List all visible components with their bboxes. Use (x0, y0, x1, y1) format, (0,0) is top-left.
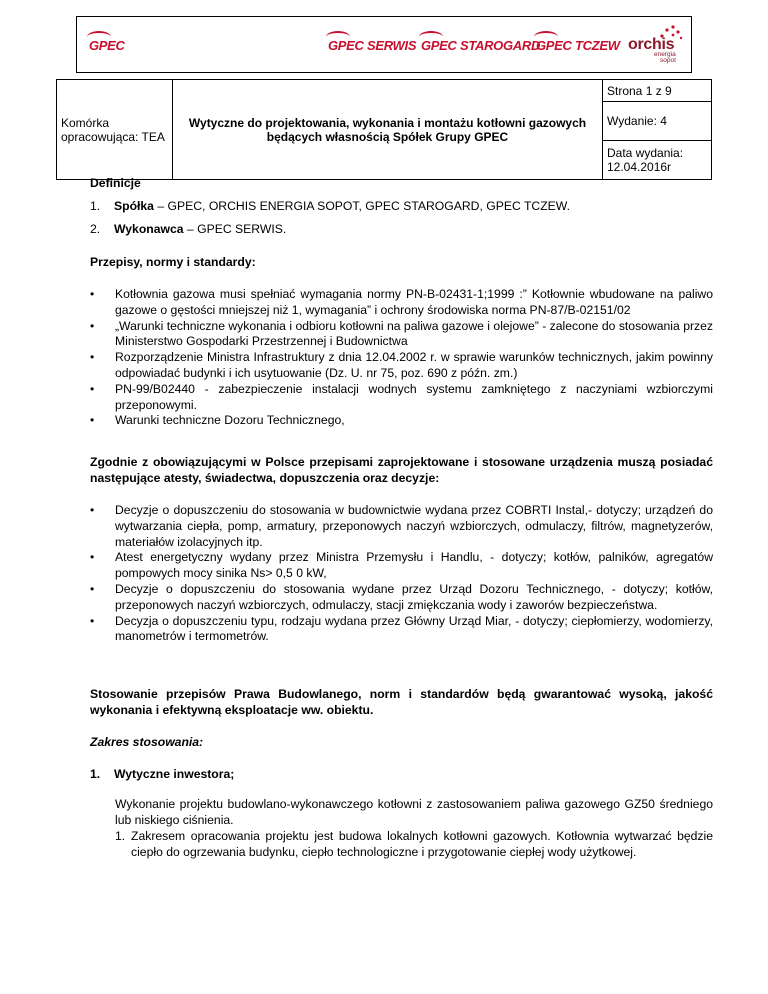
gpec-starogard-logo: GPEC STAROGARD (421, 38, 540, 53)
list-item: • Kotłownia gazowa musi spełniać wymagania normy PN-B-02431-1;1999 :” Kotłownie wbudowane na paliwo gazowe o gęstości mniejszej niż 1, wymagania” i ochrony środowiska norma PN-87/B-02151/02 (90, 287, 713, 319)
definition-item: 2. Wykonawca – GPEC SERWIS. (90, 222, 287, 236)
document-title: Wytyczne do projektowania, wykonania i montażu kotłowni gazowych będących własnością Spółek Grupy GPEC (173, 80, 603, 180)
issue-date: Data wydania: 12.04.2016r (603, 141, 712, 180)
section-heading: 1. Wytyczne inwestora; (90, 767, 235, 781)
list-item: • „Warunki techniczne wykonania i odbioru kotłowni na paliwa gazowe i olejowe” - zalecone do stosowania przez Ministerstwo Gospodarki Przestrzennej i Budownictwa (90, 319, 713, 351)
gpec-tczew-logo: GPEC TCZEW (536, 38, 620, 53)
logo-header (76, 16, 692, 73)
list-item: • Decyzja o dopuszczeniu typu, rodzaju wydana przez Główny Urząd Miar, - dotyczy; ciepłomierzy, wodomierzy, manometrów i termometrów. (90, 614, 713, 646)
list-item: • PN-99/B02440 - zabezpieczenie instalacji wodnych systemu zamkniętego z naczyniami wzbiorczymi przeponowymi. (90, 382, 713, 414)
list-item: • Decyzje o dopuszczeniu do stosowania w budownictwie wydana przez COBRTI Instal,- dotyczy; urządzeń do wytwarzania ciepła, pomp, armatury, przeponowych naczyń wzbiorczych, odmulaczy, filtrów, magnetyzerów, materiałów izolacyjnych itp. (90, 503, 713, 550)
page-number: Strona 1 z 9 (603, 80, 712, 102)
definition-item: 1. Spółka – GPEC, ORCHIS ENERGIA SOPOT, GPEC STAROGARD, GPEC TCZEW. (90, 199, 570, 213)
gpec-serwis-logo: GPEC SERWIS (328, 38, 416, 53)
department-cell: Komórka opracowująca: TEA (57, 80, 173, 180)
attestations-list (90, 503, 713, 645)
orchis-wordmark: orchis (628, 36, 675, 53)
list-item: • Atest energetyczny wydany przez Ministra Przemysłu i Handlu, - dotyczy; kotłów, palników, agregatów pompowych mocy sinika Ns> 0,5 0 kW, (90, 550, 713, 582)
gpec-logo: GPEC (89, 38, 125, 53)
document-header-table (56, 79, 712, 180)
summary-paragraph: Stosowanie przepisów Prawa Budowlanego, norm i standardów będą gwarantować wysoką, jakość wykonania i efektywną eksploatacje ww. obiektu. (90, 687, 713, 717)
standards-heading: Przepisy, normy i standardy: (90, 255, 256, 269)
scope-paragraph: Wykonanie projektu budowlano-wykonawczego kotłowni z zastosowaniem paliwa gazowego GZ50 średniego lub niskiego ciśnienia. (115, 797, 713, 827)
standards-list (90, 287, 713, 429)
attestations-heading: Zgodnie z obowiązującymi w Polsce przepisami zaprojektowane i stosowane urządzenia muszą posiadać następujące atesty, świadectwa, dopuszczenia oraz decyzje: (90, 455, 713, 485)
orchis-sub: energia sopot (654, 51, 676, 64)
list-item: • Rozporządzenie Ministra Infrastruktury z dnia 12.04.2002 r. w sprawie warunków technicznych, jakim powinny odpowiadać budynki i ich usytuowanie (Dz. U. nr 75, poz. 690 z późn. zm.) (90, 350, 713, 382)
scope-heading: Zakres stosowania: (90, 735, 204, 749)
scope-subitem: 1. Zakresem opracowania projektu jest budowa lokalnych kotłowni gazowych. Kotłownia wytwarzać będzie ciepło do ogrzewania budynku, ciepło technologiczne i przygotowanie ciepłej wody użytkowej. (115, 829, 713, 859)
definitions-heading: Definicje (90, 176, 141, 190)
list-item: • Warunki techniczne Dozoru Technicznego, (90, 413, 713, 429)
orchis-logo (626, 24, 686, 66)
list-item: • Decyzje o dopuszczeniu do stosowania wydane przez Urząd Dozoru Technicznego, - dotyczy; kotłów, przeponowych naczyń wzbiorczych, odmulaczy, stacji zmiękczania wody i zaworów bezpieczeństwa. (90, 582, 713, 614)
edition: Wydanie: 4 (603, 102, 712, 141)
